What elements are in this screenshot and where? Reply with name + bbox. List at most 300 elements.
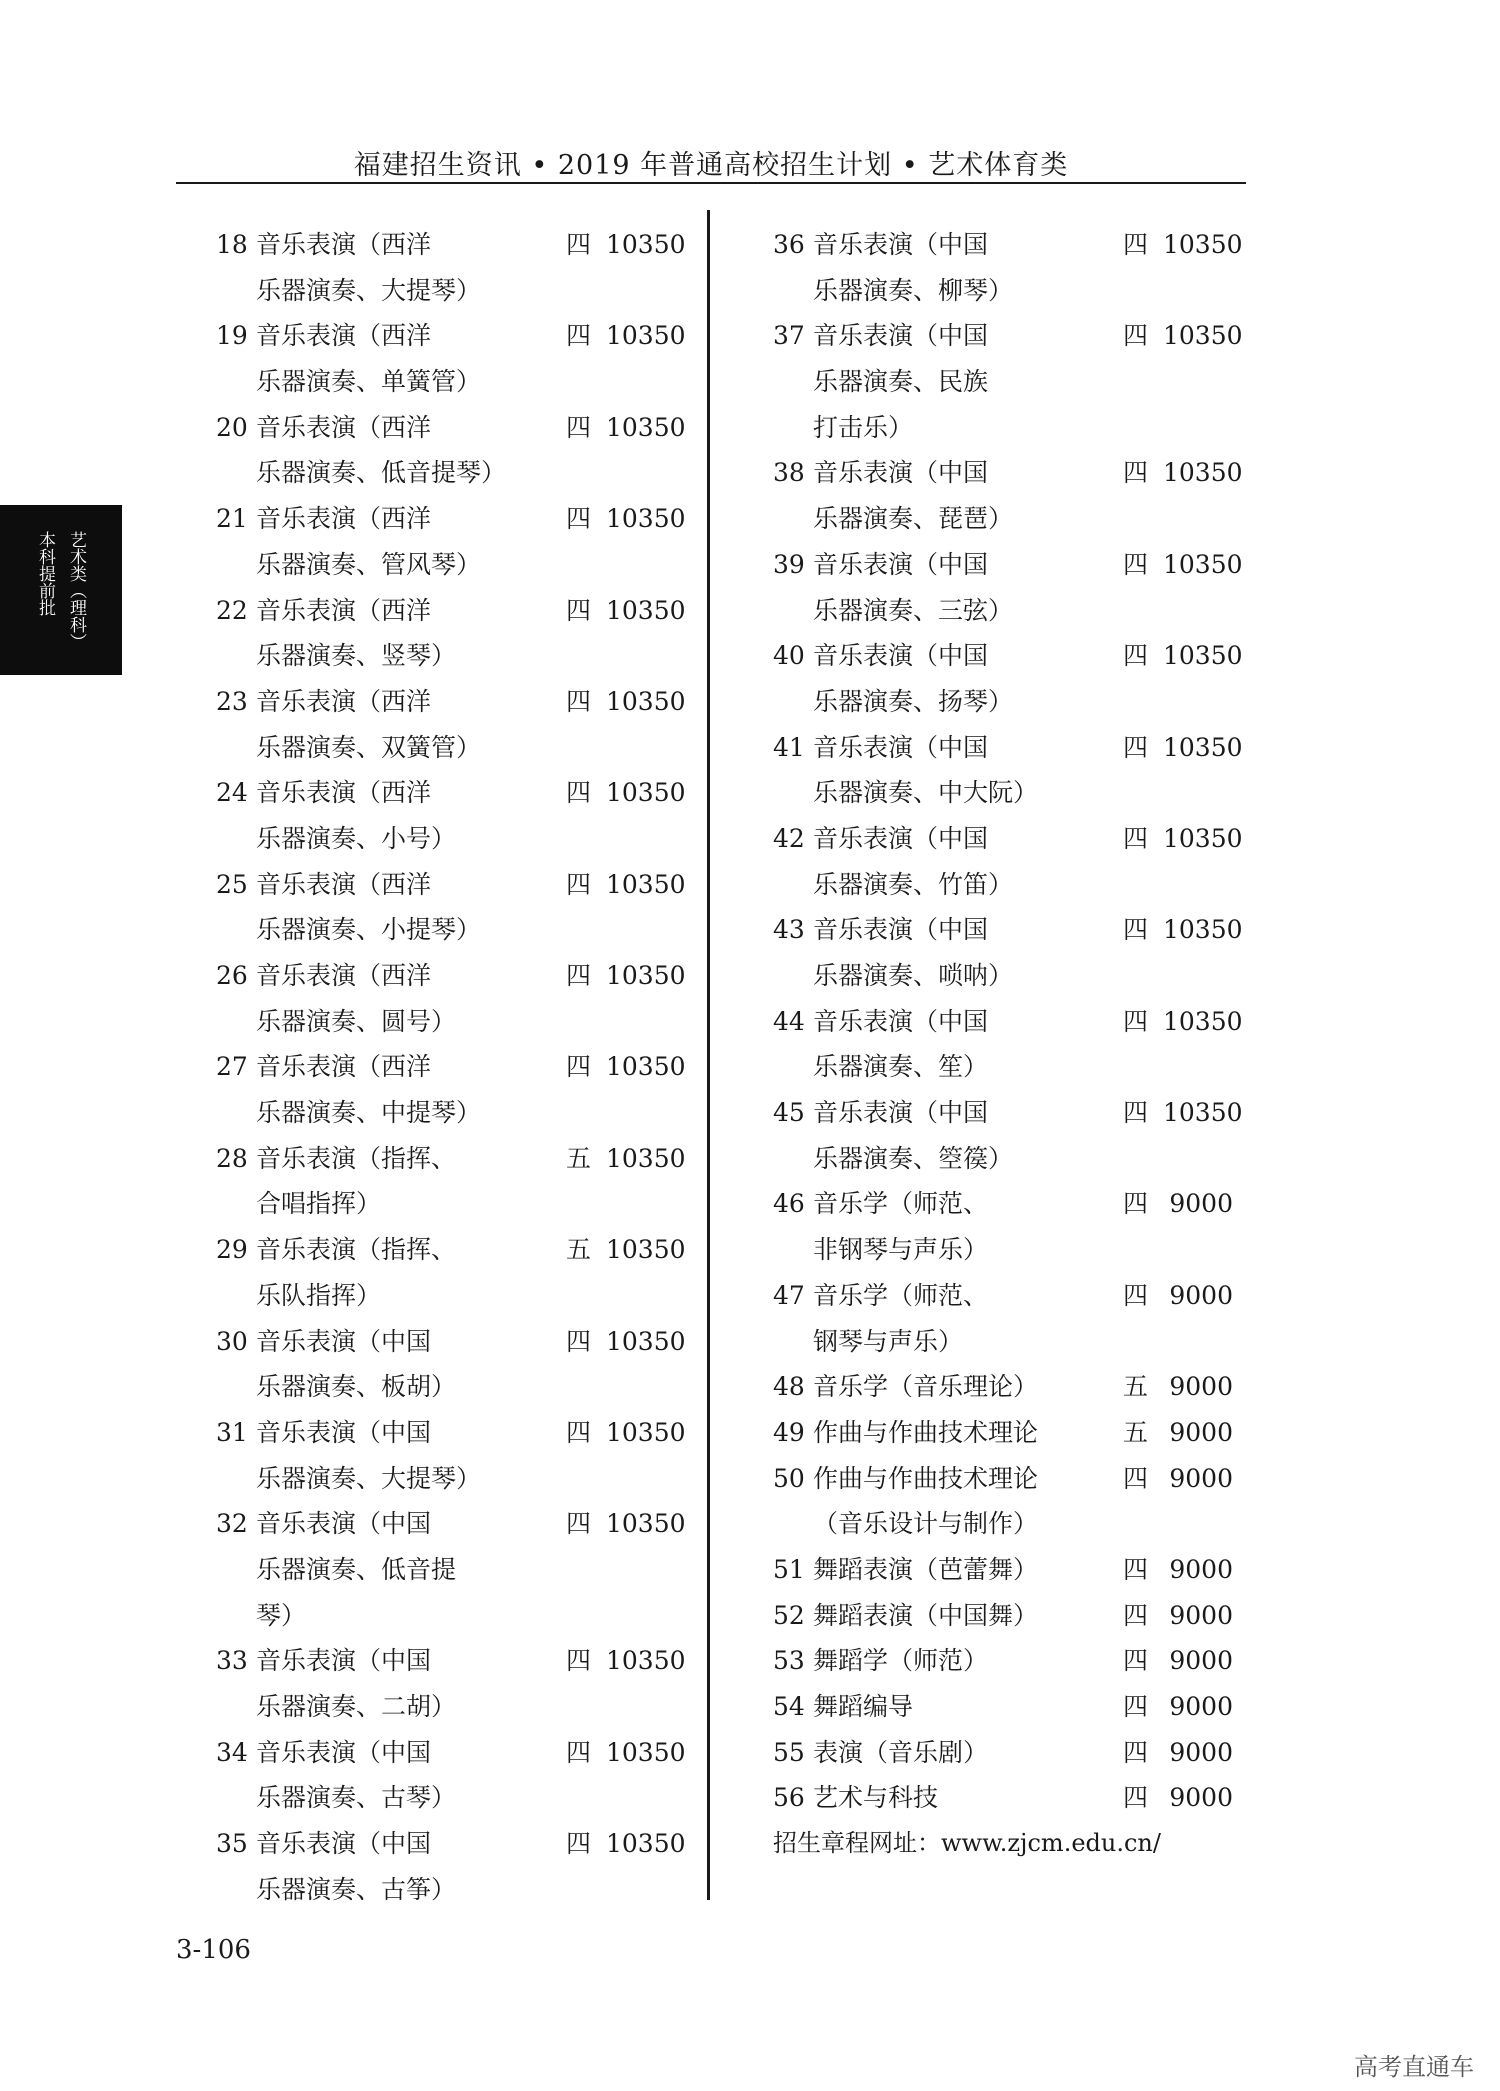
tuition-fee: 10350 xyxy=(606,1417,686,1447)
duration-years: 四 xyxy=(1123,1692,1149,1721)
program-name: 音乐表演（西洋 xyxy=(256,504,432,534)
program-name-continued: 合唱指挥） xyxy=(256,1189,382,1219)
program-entry xyxy=(216,496,686,587)
duration-years: 四 xyxy=(1123,1554,1149,1584)
entry-line xyxy=(216,1410,686,1456)
tuition-fee: 10350 xyxy=(1163,458,1243,488)
program-name-continued: 钢琴与声乐） xyxy=(813,1326,964,1356)
entry-line-continued xyxy=(773,359,1233,405)
entry-number: 27 xyxy=(216,1052,248,1082)
entry-line xyxy=(216,1136,686,1182)
tuition-fee: 10350 xyxy=(1163,915,1243,945)
tuition-fee: 10350 xyxy=(606,961,686,990)
tuition-fee: 9000 xyxy=(1169,1692,1233,1721)
tuition-fee: 10350 xyxy=(606,1143,686,1173)
entry-number: 21 xyxy=(216,504,248,534)
entry-line xyxy=(216,222,686,268)
program-name-continued: 乐器演奏、琵琶） xyxy=(813,504,1014,534)
entry-line xyxy=(773,222,1243,268)
tuition-fee: 9000 xyxy=(1169,1554,1233,1584)
column-divider xyxy=(707,210,710,1900)
admission-url: 招生章程网址：www.zjcm.edu.cn/ xyxy=(773,1829,1161,1858)
entry-number: 47 xyxy=(773,1280,805,1310)
tuition-fee: 10350 xyxy=(606,1737,686,1767)
entry-line xyxy=(773,1730,1233,1776)
program-entry xyxy=(216,1044,686,1135)
entry-line-continued xyxy=(773,953,1233,999)
tuition-fee: 10350 xyxy=(606,778,686,808)
entry-line xyxy=(216,496,686,542)
entry-line xyxy=(773,1456,1233,1502)
entry-number: 19 xyxy=(216,321,248,351)
entry-number: 52 xyxy=(773,1600,805,1630)
entry-line-continued xyxy=(216,359,686,405)
tuition-fee: 9000 xyxy=(1169,1600,1233,1630)
tuition-fee: 9000 xyxy=(1169,1417,1233,1447)
entry-line-continued xyxy=(216,1273,686,1319)
program-name: 音乐学（师范、 xyxy=(813,1189,989,1219)
tuition-fee: 10350 xyxy=(606,1052,686,1082)
entry-number: 51 xyxy=(773,1554,805,1584)
entry-line-continued xyxy=(773,1227,1233,1273)
program-name-continued: （音乐设计与制作） xyxy=(813,1509,1039,1539)
program-name-continued: 乐器演奏、扬琴） xyxy=(813,686,1014,716)
duration-years: 四 xyxy=(566,1052,592,1082)
entry-line xyxy=(773,1090,1243,1136)
tuition-fee: 10350 xyxy=(606,1646,686,1676)
program-name-continued: 乐器演奏、竹笛） xyxy=(813,869,1014,899)
entry-number: 28 xyxy=(216,1143,248,1173)
entry-line xyxy=(216,588,686,634)
program-name-continued: 乐器演奏、小提琴） xyxy=(256,915,482,945)
duration-years: 四 xyxy=(566,1737,592,1767)
duration-years: 五 xyxy=(1123,1372,1149,1402)
entry-number: 35 xyxy=(216,1829,248,1859)
entry-number: 46 xyxy=(773,1189,805,1219)
entry-line-continued xyxy=(773,679,1233,725)
entry-line-continued xyxy=(773,1501,1233,1547)
entry-line xyxy=(773,816,1243,862)
entry-line xyxy=(773,725,1243,771)
program-entry xyxy=(216,1319,686,1410)
program-name: 音乐表演（西洋 xyxy=(256,869,432,899)
program-entry xyxy=(773,450,1243,541)
entry-number: 26 xyxy=(216,961,248,990)
entry-line-continued xyxy=(773,496,1233,542)
tuition-fee: 10350 xyxy=(1163,321,1243,351)
tuition-fee: 10350 xyxy=(1163,1098,1243,1128)
entry-line-continued xyxy=(773,405,1233,451)
program-entry xyxy=(773,1730,1233,1776)
program-entry xyxy=(216,1638,686,1729)
duration-years: 四 xyxy=(1123,230,1149,259)
program-name: 音乐表演（西洋 xyxy=(256,961,432,990)
tuition-fee: 10350 xyxy=(606,1326,686,1356)
entry-line-continued xyxy=(216,1593,686,1639)
duration-years: 四 xyxy=(1123,1737,1149,1767)
duration-years: 四 xyxy=(1123,1006,1149,1036)
duration-years: 四 xyxy=(566,1829,592,1859)
tuition-fee: 10350 xyxy=(606,230,686,259)
program-name: 音乐表演（中国 xyxy=(813,1006,989,1036)
program-name: 表演（音乐剧） xyxy=(813,1737,989,1767)
entry-line xyxy=(773,1638,1233,1684)
entry-line xyxy=(216,770,686,816)
tuition-fee: 10350 xyxy=(1163,641,1243,671)
entry-line xyxy=(773,450,1243,496)
entry-line-continued xyxy=(773,1044,1233,1090)
program-name: 音乐学（音乐理论） xyxy=(813,1372,1039,1402)
program-name: 音乐表演（西洋 xyxy=(256,686,432,716)
duration-years: 四 xyxy=(1123,1280,1149,1310)
program-entry xyxy=(773,542,1243,633)
program-name-continued: 乐队指挥） xyxy=(256,1280,382,1310)
program-entry xyxy=(773,1775,1233,1821)
program-entry xyxy=(773,1090,1243,1181)
entry-number: 29 xyxy=(216,1235,248,1265)
entry-number: 38 xyxy=(773,458,805,488)
entry-number: 42 xyxy=(773,823,805,853)
entry-number: 22 xyxy=(216,595,248,625)
entry-number: 48 xyxy=(773,1372,805,1402)
entry-line xyxy=(216,679,686,725)
program-name-continued: 乐器演奏、管风琴） xyxy=(256,549,482,579)
entry-number: 45 xyxy=(773,1098,805,1128)
entry-number: 24 xyxy=(216,778,248,808)
program-entry xyxy=(216,588,686,679)
program-entry xyxy=(216,1136,686,1227)
program-name: 音乐表演（中国 xyxy=(256,1417,432,1447)
program-entry xyxy=(773,1638,1233,1684)
program-name: 音乐表演（中国 xyxy=(256,1326,432,1356)
entry-line-continued xyxy=(216,907,686,953)
entry-line-continued xyxy=(216,542,686,588)
program-name-continued: 乐器演奏、板胡） xyxy=(256,1372,457,1402)
program-name: 音乐表演（西洋 xyxy=(256,321,432,351)
tuition-fee: 9000 xyxy=(1169,1783,1233,1813)
tuition-fee: 10350 xyxy=(1163,549,1243,579)
entry-line-continued xyxy=(216,1364,686,1410)
entry-number: 56 xyxy=(773,1783,805,1813)
entry-line-continued xyxy=(216,725,686,771)
entry-line-continued xyxy=(773,1136,1233,1182)
program-name: 音乐表演（西洋 xyxy=(256,595,432,625)
tuition-fee: 10350 xyxy=(606,1235,686,1265)
tuition-fee: 10350 xyxy=(1163,1006,1243,1036)
program-name-continued: 乐器演奏、大提琴） xyxy=(256,275,482,305)
duration-years: 四 xyxy=(1123,823,1149,853)
entry-line xyxy=(773,313,1243,359)
duration-years: 四 xyxy=(566,778,592,808)
program-entry xyxy=(216,1821,686,1912)
entry-number: 41 xyxy=(773,732,805,762)
program-name-continued: 乐器演奏、柳琴） xyxy=(813,275,1014,305)
program-entry xyxy=(216,862,686,953)
entry-line xyxy=(773,1181,1233,1227)
program-entry xyxy=(216,1730,686,1821)
entry-number: 39 xyxy=(773,549,805,579)
program-entry xyxy=(773,1273,1233,1364)
entry-line xyxy=(773,907,1243,953)
program-entry xyxy=(216,1227,686,1318)
entry-line-continued xyxy=(773,268,1233,314)
entry-line-continued xyxy=(216,1456,686,1502)
program-name: 音乐表演（指挥、 xyxy=(256,1235,457,1265)
tuition-fee: 9000 xyxy=(1169,1737,1233,1767)
tuition-fee: 10350 xyxy=(606,321,686,351)
program-name-continued: 乐器演奏、低音提 xyxy=(256,1554,457,1584)
entry-line-continued xyxy=(773,770,1233,816)
tuition-fee: 10350 xyxy=(1163,732,1243,762)
duration-years: 四 xyxy=(1123,321,1149,351)
watermark: 高考直通车 xyxy=(1354,2053,1474,2081)
program-name-continued: 乐器演奏、笙） xyxy=(813,1052,989,1082)
entry-number: 30 xyxy=(216,1326,248,1356)
duration-years: 五 xyxy=(566,1235,592,1265)
tuition-fee: 9000 xyxy=(1169,1372,1233,1402)
duration-years: 四 xyxy=(566,1417,592,1447)
entry-line-continued xyxy=(216,1547,686,1593)
entry-line-continued xyxy=(216,1684,686,1730)
duration-years: 四 xyxy=(1123,915,1149,945)
entry-line xyxy=(773,1593,1233,1639)
program-name: 音乐表演（中国 xyxy=(256,1737,432,1767)
side-tab-line2: 本科提前批 xyxy=(35,531,55,616)
program-name-continued: 乐器演奏、箜篌） xyxy=(813,1143,1014,1173)
program-entry xyxy=(773,907,1243,998)
duration-years: 四 xyxy=(1123,458,1149,488)
program-name: 音乐表演（中国 xyxy=(813,732,989,762)
entry-number: 49 xyxy=(773,1417,805,1447)
entry-line xyxy=(773,1684,1233,1730)
entry-line xyxy=(773,1547,1233,1593)
entry-line-continued xyxy=(216,1775,686,1821)
program-name: 音乐表演（中国 xyxy=(813,641,989,671)
program-name-continued: 琴） xyxy=(256,1600,307,1630)
duration-years: 四 xyxy=(566,595,592,625)
duration-years: 四 xyxy=(1123,1098,1149,1128)
left-column xyxy=(216,222,686,1912)
tuition-fee: 10350 xyxy=(606,869,686,899)
program-name: 舞蹈编导 xyxy=(813,1692,914,1721)
entry-number: 32 xyxy=(216,1509,248,1539)
program-entry xyxy=(773,222,1243,313)
program-entry xyxy=(773,999,1243,1090)
program-name-continued: 乐器演奏、二胡） xyxy=(256,1692,457,1721)
entry-line-continued xyxy=(773,1319,1233,1365)
program-name: 音乐表演（中国 xyxy=(813,823,989,853)
program-entry xyxy=(216,405,686,496)
program-name-continued: 乐器演奏、小号） xyxy=(256,823,457,853)
tuition-fee: 10350 xyxy=(606,412,686,442)
program-name-continued: 乐器演奏、中提琴） xyxy=(256,1098,482,1128)
program-name: 艺术与科技 xyxy=(813,1783,939,1813)
tuition-fee: 10350 xyxy=(1163,230,1243,259)
duration-years: 四 xyxy=(566,321,592,351)
side-tab-line1: 艺术类（理科） xyxy=(66,531,86,650)
entry-line xyxy=(216,1227,686,1273)
entry-line xyxy=(216,1730,686,1776)
program-name: 音乐表演（中国 xyxy=(813,549,989,579)
entry-line-continued xyxy=(216,450,686,496)
entry-number: 44 xyxy=(773,1006,805,1036)
program-entry xyxy=(216,1410,686,1501)
entry-line xyxy=(216,1044,686,1090)
program-name-continued: 乐器演奏、大提琴） xyxy=(256,1463,482,1493)
program-entry xyxy=(773,1410,1233,1456)
duration-years: 四 xyxy=(566,686,592,716)
tuition-fee: 9000 xyxy=(1169,1280,1233,1310)
entry-line-continued xyxy=(773,862,1233,908)
program-name-continued: 乐器演奏、民族 xyxy=(813,367,989,397)
program-name: 舞蹈学（师范） xyxy=(813,1646,989,1676)
duration-years: 四 xyxy=(566,1326,592,1356)
program-name-continued: 乐器演奏、三弦） xyxy=(813,595,1014,625)
entry-line-continued xyxy=(216,816,686,862)
entry-line xyxy=(216,1821,686,1867)
program-name: 音乐表演（中国 xyxy=(256,1509,432,1539)
program-entry xyxy=(216,770,686,861)
program-entry xyxy=(773,1456,1233,1547)
entry-line-continued xyxy=(216,633,686,679)
tuition-fee: 9000 xyxy=(1169,1189,1233,1219)
program-name-continued: 乐器演奏、唢呐） xyxy=(813,961,1014,990)
program-entry xyxy=(216,222,686,313)
entry-line-continued xyxy=(216,268,686,314)
program-name: 音乐表演（西洋 xyxy=(256,412,432,442)
entry-number: 54 xyxy=(773,1692,805,1721)
duration-years: 四 xyxy=(1123,1646,1149,1676)
duration-years: 四 xyxy=(566,869,592,899)
program-name: 音乐表演（中国 xyxy=(813,915,989,945)
program-entry xyxy=(216,679,686,770)
program-name: 音乐表演（中国 xyxy=(813,458,989,488)
program-name: 舞蹈表演（芭蕾舞） xyxy=(813,1554,1039,1584)
duration-years: 四 xyxy=(1123,549,1149,579)
program-name-continued: 乐器演奏、单簧管） xyxy=(256,367,482,397)
program-name: 作曲与作曲技术理论 xyxy=(813,1463,1039,1493)
tuition-fee: 10350 xyxy=(606,595,686,625)
duration-years: 四 xyxy=(1123,641,1149,671)
entry-number: 55 xyxy=(773,1737,805,1767)
entry-line xyxy=(773,1364,1233,1410)
program-entry xyxy=(773,633,1243,724)
program-name: 音乐表演（中国 xyxy=(256,1829,432,1859)
program-entry xyxy=(216,313,686,404)
program-name-continued: 非钢琴与声乐） xyxy=(813,1235,989,1265)
entry-number: 43 xyxy=(773,915,805,945)
entry-number: 37 xyxy=(773,321,805,351)
program-name: 音乐表演（中国 xyxy=(256,1646,432,1676)
entry-number: 20 xyxy=(216,412,248,442)
program-entry xyxy=(216,953,686,1044)
entry-line xyxy=(216,1501,686,1547)
duration-years: 四 xyxy=(566,230,592,259)
entry-line xyxy=(216,1638,686,1684)
entry-line xyxy=(773,1410,1233,1456)
program-entry xyxy=(773,1593,1233,1639)
duration-years: 四 xyxy=(1123,1600,1149,1630)
entry-number: 53 xyxy=(773,1646,805,1676)
duration-years: 四 xyxy=(1123,1463,1149,1493)
program-entry xyxy=(773,1547,1233,1593)
program-name-continued: 乐器演奏、圆号） xyxy=(256,1006,457,1036)
tuition-fee: 10350 xyxy=(1163,823,1243,853)
duration-years: 四 xyxy=(566,961,592,990)
entry-number: 33 xyxy=(216,1646,248,1676)
program-name: 音乐表演（西洋 xyxy=(256,230,432,259)
entry-number: 34 xyxy=(216,1737,248,1767)
duration-years: 四 xyxy=(566,1509,592,1539)
side-tab xyxy=(0,505,122,675)
entry-line xyxy=(216,862,686,908)
tuition-fee: 9000 xyxy=(1169,1463,1233,1493)
duration-years: 四 xyxy=(566,412,592,442)
program-name: 音乐表演（西洋 xyxy=(256,1052,432,1082)
program-name-continued: 乐器演奏、古琴） xyxy=(256,1783,457,1813)
entry-number: 31 xyxy=(216,1417,248,1447)
program-name-continued: 乐器演奏、中大阮） xyxy=(813,778,1039,808)
entry-number: 40 xyxy=(773,641,805,671)
tuition-fee: 10350 xyxy=(606,1829,686,1859)
program-name: 音乐学（师范、 xyxy=(813,1280,989,1310)
entry-number: 18 xyxy=(216,230,248,259)
program-name: 音乐表演（中国 xyxy=(813,321,989,351)
program-entry xyxy=(773,313,1243,450)
entry-number: 25 xyxy=(216,869,248,899)
program-name: 音乐表演（西洋 xyxy=(256,778,432,808)
program-name-continued: 乐器演奏、古筝） xyxy=(256,1874,457,1904)
program-name: 音乐表演（中国 xyxy=(813,1098,989,1128)
entry-line xyxy=(773,1273,1233,1319)
entry-line xyxy=(216,1319,686,1365)
program-entry xyxy=(216,1501,686,1638)
program-name: 舞蹈表演（中国舞） xyxy=(813,1600,1039,1630)
entry-line-continued xyxy=(216,1181,686,1227)
entry-line-continued xyxy=(773,588,1233,634)
page-number: 3-106 xyxy=(176,1935,251,1965)
tuition-fee: 9000 xyxy=(1169,1646,1233,1676)
program-name-continued: 乐器演奏、双簧管） xyxy=(256,732,482,762)
tuition-fee: 10350 xyxy=(606,504,686,534)
program-entry xyxy=(773,1181,1233,1272)
program-entry xyxy=(773,725,1243,816)
duration-years: 四 xyxy=(566,1646,592,1676)
tuition-fee: 10350 xyxy=(606,1509,686,1539)
entry-line xyxy=(773,1775,1233,1821)
program-name: 作曲与作曲技术理论 xyxy=(813,1417,1039,1447)
tuition-fee: 10350 xyxy=(606,686,686,716)
duration-years: 五 xyxy=(1123,1417,1149,1447)
entry-number: 23 xyxy=(216,686,248,716)
entry-number: 50 xyxy=(773,1463,805,1493)
duration-years: 四 xyxy=(1123,1783,1149,1813)
program-name-continued: 打击乐） xyxy=(813,412,914,442)
duration-years: 四 xyxy=(1123,1189,1149,1219)
program-name-continued: 乐器演奏、竖琴） xyxy=(256,641,457,671)
program-name-continued: 乐器演奏、低音提琴） xyxy=(256,458,507,488)
header-rule xyxy=(176,182,1246,184)
entry-line xyxy=(216,953,686,999)
program-name: 音乐表演（指挥、 xyxy=(256,1143,457,1173)
program-name: 音乐表演（中国 xyxy=(813,230,989,259)
right-column xyxy=(773,222,1243,1867)
program-entry xyxy=(773,1684,1233,1730)
entry-line xyxy=(773,542,1243,588)
entry-line xyxy=(773,633,1243,679)
entry-line-continued xyxy=(216,1090,686,1136)
entry-line xyxy=(216,313,686,359)
